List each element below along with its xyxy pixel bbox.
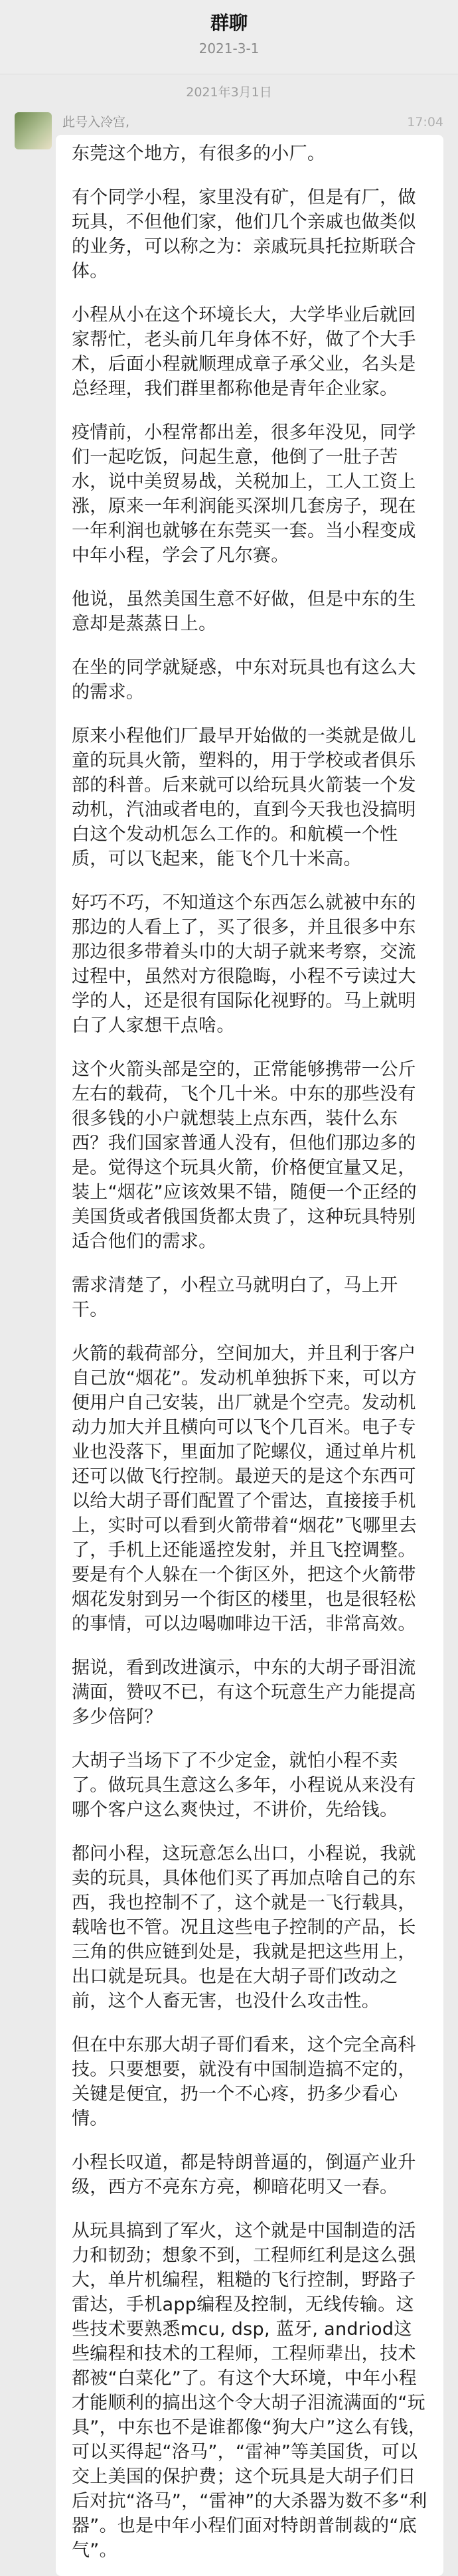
chat-date: 2021-3-1 xyxy=(198,41,260,56)
message-row xyxy=(0,110,458,2576)
paragraph: 好巧不巧，不知道这个东西怎么就被中东的那边的人看上了，买了很多，并且很多中东那边很多带着头巾的大胡子就来考察，交流过程中，虽然对方很隐晦，小程不亏读过大学的人，还是很有国际化视野的。马上就明白了人家想干点啥。 xyxy=(72,893,416,1036)
paragraph: 需求清楚了，小程立马就明白了，马上开干。 xyxy=(72,1275,398,1320)
day-separator: 2021年3月1日 xyxy=(186,85,272,100)
paragraph: 有个同学小程，家里没有矿，但是有厂，做玩具，不但他们家，他们几个亲戚也做类似的业务，可以称之为：亲戚玩具托拉斯联合体。 xyxy=(72,187,416,282)
paragraph: 大胡子当场下了不少定金，就怕小程不卖了。做玩具生意这么多年，小程说从来没有哪个客户这么爽快过，不讲价，先给钱。 xyxy=(72,1751,416,1820)
message-time: 17:04 xyxy=(407,115,443,129)
paragraph: 在坐的同学就疑惑，中东对玩具也有这么大的需求。 xyxy=(72,657,416,703)
sender-name[interactable]: 此号入冷宫, xyxy=(62,115,130,129)
paragraph: 小程从小在这个环境长大，大学毕业后就回家帮忙，老头前几年身体不好，做了个大手术，后面小程就顺理成章子承父业，名头是总经理，我们群里都称他是青年企业家。 xyxy=(72,305,416,399)
paragraph: 小程长叹道，都是特朗普逼的，倒逼产业升级，西方不亮东方亮，柳暗花明又一春。 xyxy=(72,2152,416,2197)
paragraph: 但在中东那大胡子哥们看来，这个完全高科技。只要想要，就没有中国制造搞不定的，关键是便宜，扔一个不心疼，扔多少看心情。 xyxy=(72,2035,416,2129)
avatar[interactable] xyxy=(15,112,52,149)
paragraph: 原来小程他们厂最早开始做的一类就是做儿童的玩具火箭，塑料的，用于学校或者俱乐部的科普。后来就可以给玩具火箭装一个发动机，汽油或者电的，直到今天我也没搞明白这个发动机怎么工作的。和航模一个性质，可以飞起来，能飞个几十米高。 xyxy=(72,726,416,869)
paragraph: 据说，看到改进演示，中东的大胡子哥泪流满面，赞叹不已，有这个玩意生产力能提高多少倍阿？ xyxy=(72,1658,416,1727)
chat-title: 群聊 xyxy=(210,12,248,34)
message-meta xyxy=(62,110,443,135)
paragraph: 都问小程，这玩意怎么出口，小程说，我就卖的玩具，具体他们买了再加点啥自己的东西，我也控制不了，这个就是一飞行载具，载啥也不管。况且这些电子控制的产品，长三角的供应链到处是，我就是把这些用上，出口就是玩具。也是在大胡子哥们改动之前，这个人畜无害，也没什么攻击性。 xyxy=(72,1844,416,2012)
message-bubble[interactable] xyxy=(56,135,443,2576)
chat-header xyxy=(0,0,458,74)
paragraph: 这个火箭头部是空的，正常能够携带一公斤左右的载荷，飞个几十米。中东的那些没有很多钱的小户就想装上点东西，装什么东西？我们国家普通人没有，但他们那边多的是。觉得这个玩具火箭，价格便宜量又足，装上“烟花”应该效果不错，随便一个正经的美国货或者俄国货都太贵了，这种玩具特别适合他们的需求。 xyxy=(72,1059,417,1252)
paragraph: 他说，虽然美国生意不好做，但是中东的生意却是蒸蒸日上。 xyxy=(72,589,416,634)
paragraph: 疫情前，小程常都出差，很多年没见，同学们一起吃饭，问起生意，他倒了一肚子苦水，说中美贸易战，关税加上，工人工资上涨，原来一年利润能买深圳几套房子，现在一年利润也就够在东莞买一套。当小程变成中年小程，学会了凡尔赛。 xyxy=(72,422,416,566)
paragraph: 从玩具搞到了军火，这个就是中国制造的活力和韧劲；想象不到，工程师红利是这么强大，单片机编程，粗糙的飞行控制，野路子雷达，手机app编程及控制，无线传输。这些技术要熟悉mcu, dsp, 蓝牙, andriod这些编程和技术的工程师，工程师辈出，技术都被“白菜化”了。有这个大环境，中年小程才能顺利的搞出这个令大胡子泪流满面的“玩具”，中东也不是谁都像“狗大户”这么有钱，可以买得起“洛马”，“雷神”等美国货，可以交上美国的保护费；这个玩具是大胡子们日后对抗“洛马”，“雷神”的大杀器为数不多“利器”。也是中年小程们面对特朗普制裁的“底气”。 xyxy=(72,2221,427,2561)
paragraph: 东莞这个地方，有很多的小厂。 xyxy=(72,143,326,164)
paragraph: 火箭的载荷部分，空间加大，并且利于客户自己放“烟花”。发动机单独拆下来，可以方便用户自己安装，出厂就是个空壳。发动机动力加大并且横向可以飞个几百米。电子专业也没落下，里面加了陀螺仪，通过单片机还可以做飞行控制。最逆天的是这个东西可以给大胡子哥们配置了个雷达，直接接手机上，实时可以看到火箭带着“烟花”飞哪里去了，手机上还能遥控发射，并且飞控调整。要是有个人躲在一个街区外，把这个火箭带烟花发射到另一个街区的楼里，也是很轻松的事情，可以边喝咖啡边干活，非常高效。 xyxy=(72,1343,417,1634)
